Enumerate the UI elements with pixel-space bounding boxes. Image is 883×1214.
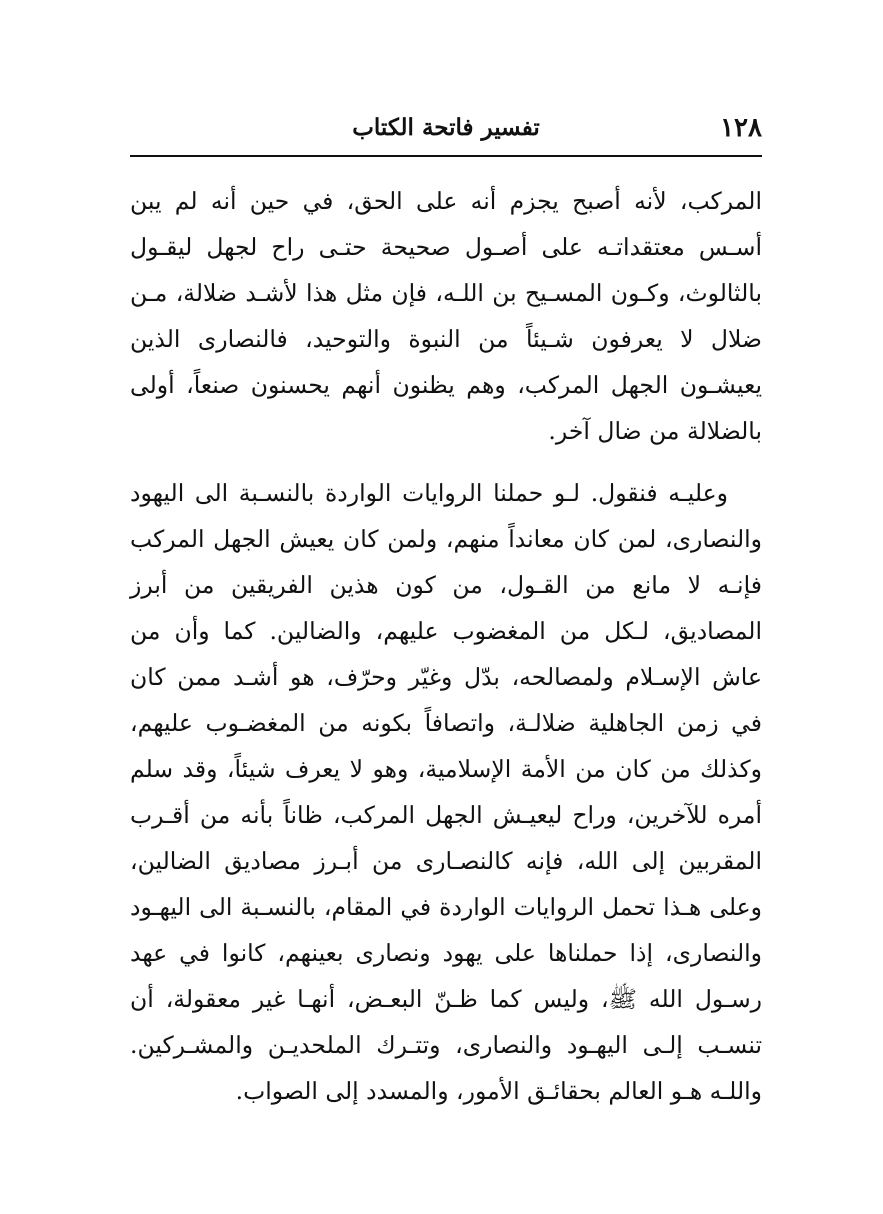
body-text: [130, 178, 762, 1114]
header-rule: [130, 155, 762, 157]
paragraph: المركب، لأنه أصبح يجزم أنه على الحق، في حين أنه لم يبن أسـس معتقداتـه على أصـول صحيحة حتـى راح لجهل ليقـول بالثالوث، وكـون المسـيح بن اللـه، فإن مثل هذا لأشـد ضلالة، مـن ضلال لا يعرفون شـيئاً من النبوة والتوحيد، فالنصارى الذين يعيشـون الجهل المركب، وهم يظنون أنهم يحسنون صنعاً، أولى بالضلالة من ضال آخر.: [130, 187, 762, 445]
page-number: ١٢٨: [720, 113, 762, 143]
running-title: تفسير فاتحة الكتاب: [352, 114, 540, 141]
paragraph: وعليـه فنقول. لـو حملنا الروايات الواردة بالنسـبة الى اليهود والنصارى، لمن كان معانداً منهم، ولمن كان يعيش الجهل المركب فإنـه لا مانع من القـول، من كون هذين الفريقين من أبرز المصاديق، لـكل من المغضوب عليهم، والضالين. كما وأن من عاش الإسـلام ولمصالحه، بدّل وغيّر وحرّف، هو أشـد ممن كان في زمن الجاهلية ضلالـة، واتصافاً بكونه من المغضـوب عليهم، وكذلك من كان من الأمة الإسلامية، وهو لا يعرف شيئاً، وقد سلم أمره للآخرين، وراح ليعيـش الجهل المركب، ظاناً بأنه من أقـرب المقربين إلى الله، فإنه كالنصـارى من أبـرز مصاديق الضالين، وعلى هـذا تحمل الروايات الواردة في المقام، بالنسـبة الى اليهـود والنصارى، إذا حملناها على يهود ونصارى بعينهم، كانوا في عهد رسـول الله ﷺ، وليس كما ظـنّ البعـض، أنهـا غير معقولة، أن تنسـب إلـى اليهـود والنصارى، وتتـرك الملحديـن والمشـركين. واللـه هـو العالم بحقائـق الأمور، والمسدد إلى الصواب.: [130, 479, 762, 1105]
page-header: [130, 108, 762, 148]
